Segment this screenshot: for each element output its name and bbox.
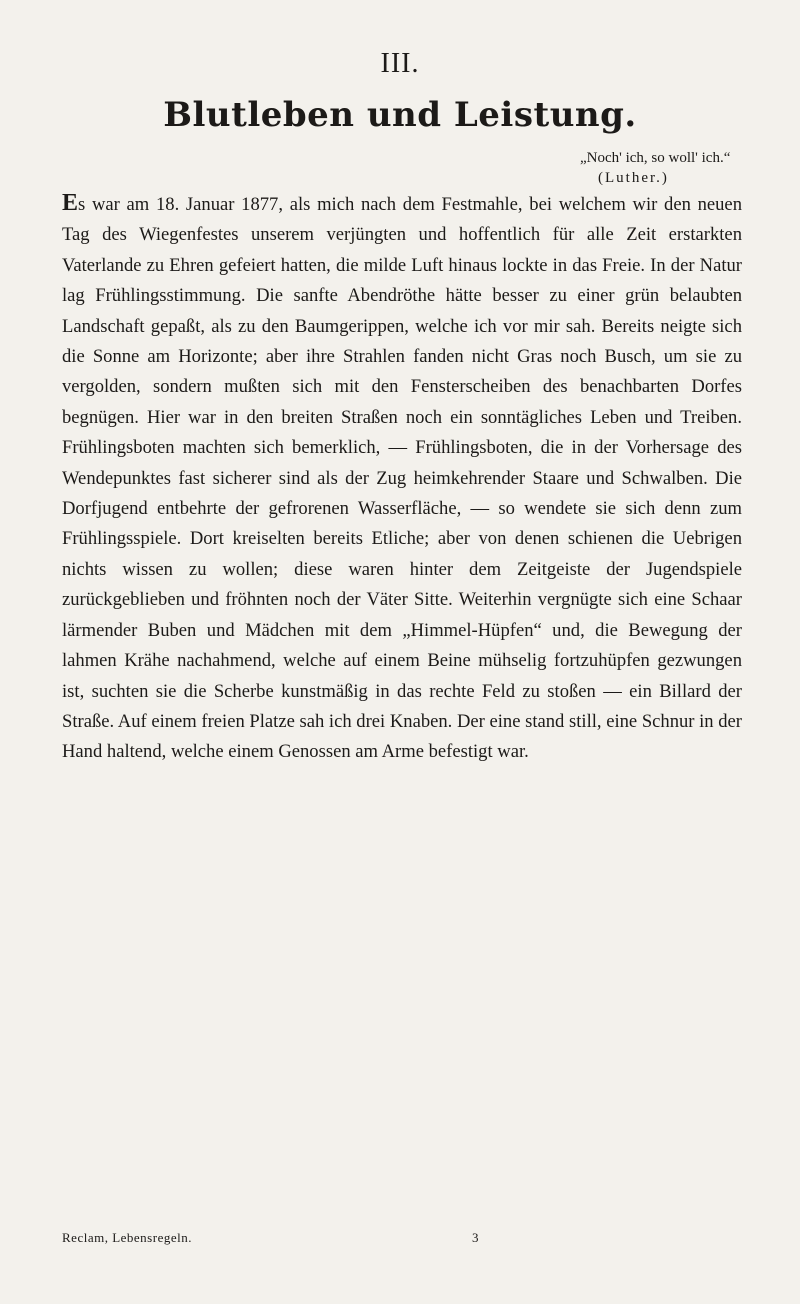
epigraph	[580, 148, 730, 188]
chapter-number: III.	[380, 48, 420, 79]
body-text	[62, 188, 742, 768]
initial-letter: E	[62, 190, 79, 216]
paragraph	[62, 188, 742, 768]
epigraph-author: (Luther.)	[598, 170, 669, 186]
paragraph-text: s war am 18. Januar 1877, als mich nach dem Festmahle, bei welchem wir den neuen Tag des Wiegenfestes unserem verjüngten und hoffentlich für alle Zeit erstarkten Vaterlande zu Ehren gefeiert hatten, die milde Luft hinaus lockte in das Freie. In der Natur lag Frühlingsstimmung. Die sanfte Abendröthe hätte besser zu einer grün belaubten Landschaft gepaßt, als zu den Baumgerippen, welche ich vor mir sah. Bereits neigte sich die Sonne am Horizonte; aber ihre Strahlen fanden nicht Gras noch Busch, um sie zu vergolden, sondern mußten sich mit den Fensterscheiben des benachbarten Dorfes begnügen. Hier war in den breiten Straßen noch ein sonntägliches Leben und Treiben. Frühlingsboten machten sich bemerklich, — Frühlingsboten, die in der Vorhersage des Wendepunktes fast sicherer sind als der Zug heimkehrender Staare und Schwalben. Die Dorfjugend entbehrte der gefrorenen Wasserfläche, — so wendete sie sich denn zum Frühlingsspiele. Dort kreiselten bereits Etliche; aber von denen schienen die Uebrigen nichts wissen zu wollen; diese waren hinter dem Zeitgeiste der Jugendspiele zurückgeblieben und fröhnten noch der Väter Sitte. Weiterhin vergnügte sich eine Schaar lärmender Buben und Mädchen mit dem „Himmel-Hüpfen“ und, die Bewegung der lahmen Krähe nachahmend, welche auf einem Beine mühselig fortzuhüpfen gezwungen ist, suchten sie die Scherbe kunstmäßig in das rechte Feld zu stoßen — ein Billard der Straße. Auf einem freien Platze sah ich drei Knaben. Der eine stand still, eine Schnur in der Hand haltend, welche einem Genossen am Arme befestigt war.	[62, 194, 742, 763]
chapter-title: Blutleben und Leistung.	[163, 95, 637, 135]
footer-signature: Reclam, Lebensregeln.	[62, 1230, 192, 1245]
epigraph-quote: „Noch' ich, so woll' ich.“	[580, 150, 731, 166]
signature-mark: 3	[472, 1230, 479, 1245]
